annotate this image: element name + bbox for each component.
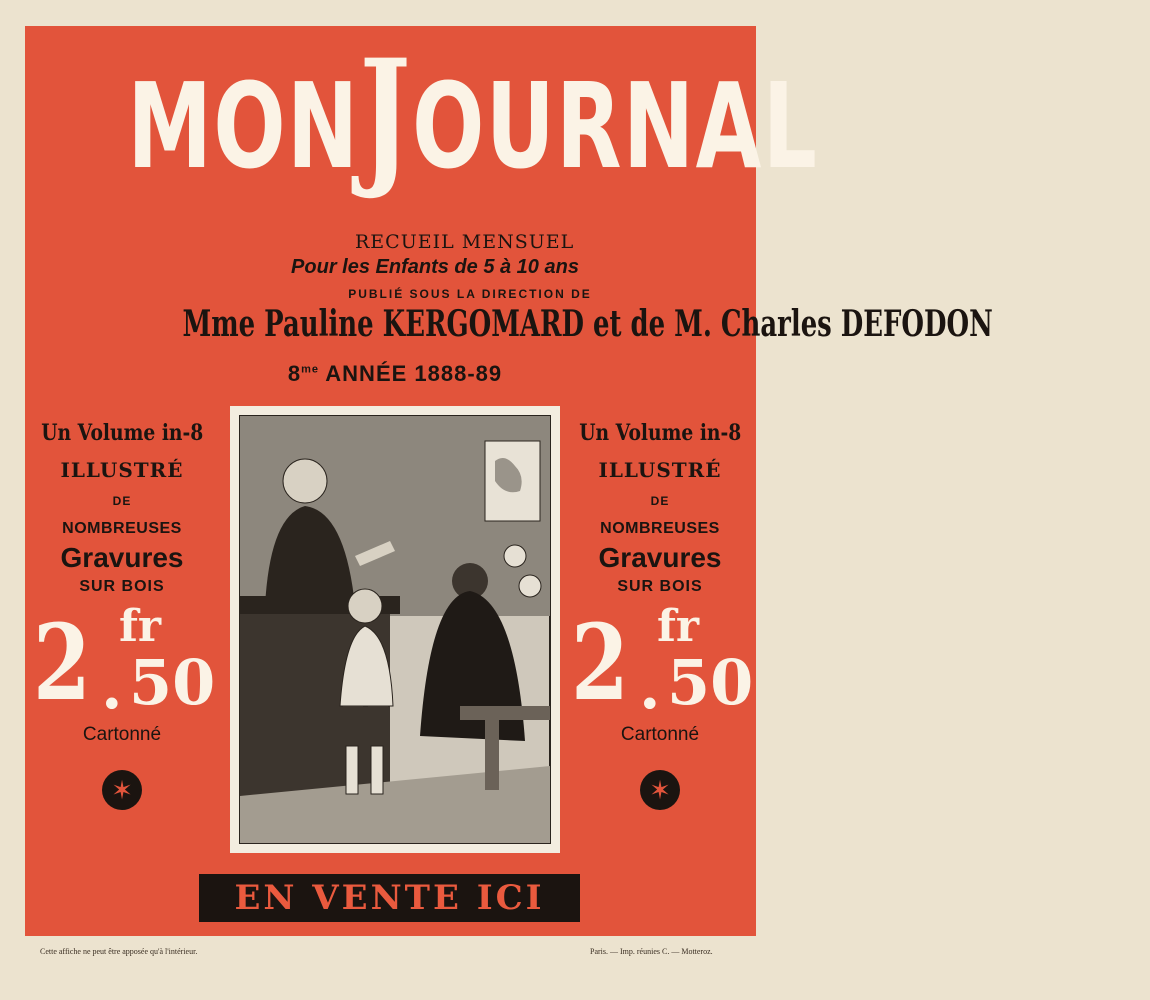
right-column [565,416,755,810]
left-column [27,416,217,810]
footer-right: Paris. — Imp. réunies C. — Motteroz. [590,947,713,956]
title-part2: OURNAL [412,57,819,195]
title-j: J [359,27,413,203]
classroom-engraving [230,406,560,853]
title-part1: MON [127,57,360,195]
volume-label: Un Volume in-8 [579,420,742,446]
gravures-label: Gravures [598,542,722,573]
footer-left: Cette affiche ne peut être apposée qu'à l'intérieur. [40,947,198,956]
price-fr: fr [657,601,700,652]
cartonne-label: Cartonné [620,724,700,745]
nombreuses-label: NOMBREUSES [600,520,720,537]
year-num: 8 [287,361,302,386]
editors [25,303,993,345]
engraving-drawing [230,406,560,853]
price-cents: 50 [667,646,754,719]
age-range: Pour les Enfants de 5 à 10 ans [291,256,579,278]
cartonne-label: Cartonné [82,724,162,745]
nombreuses-label: NOMBREUSES [62,520,182,537]
en-vente-ici-banner: EN VENTE ICI [199,874,580,922]
sur-bois-label: SUR BOIS [79,578,165,595]
price-cents: 50 [129,646,216,719]
price-fr: fr [119,601,162,652]
price-whole: 2 [33,601,91,724]
star-icon: ✶ [640,770,680,810]
price [27,602,217,722]
price-dot: . [639,650,661,723]
de-label: DE [112,494,132,508]
price-dot: . [101,650,123,723]
editor-names: Mme Pauline KERGOMARD et de M. Charles DEFODON [182,303,993,345]
gravures-label: Gravures [60,542,184,573]
publie-sous: PUBLIÉ SOUS LA DIRECTION DE [348,287,592,301]
year-line [235,361,555,387]
de-label: DE [650,494,670,508]
star-icon: ✶ [102,770,142,810]
poster-title [127,27,819,203]
illustre-label: ILLUSTRÉ [60,458,184,482]
illustre-label: ILLUSTRÉ [598,458,722,482]
volume-label: Un Volume in-8 [41,420,204,446]
price [565,602,755,722]
year-rest: ANNÉE 1888-89 [318,361,503,386]
poster [25,26,993,936]
sur-bois-label: SUR BOIS [617,578,703,595]
price-whole: 2 [571,601,629,724]
year-sup: me [301,363,319,376]
recueil-mensuel: RECUEIL MENSUEL [355,231,575,253]
